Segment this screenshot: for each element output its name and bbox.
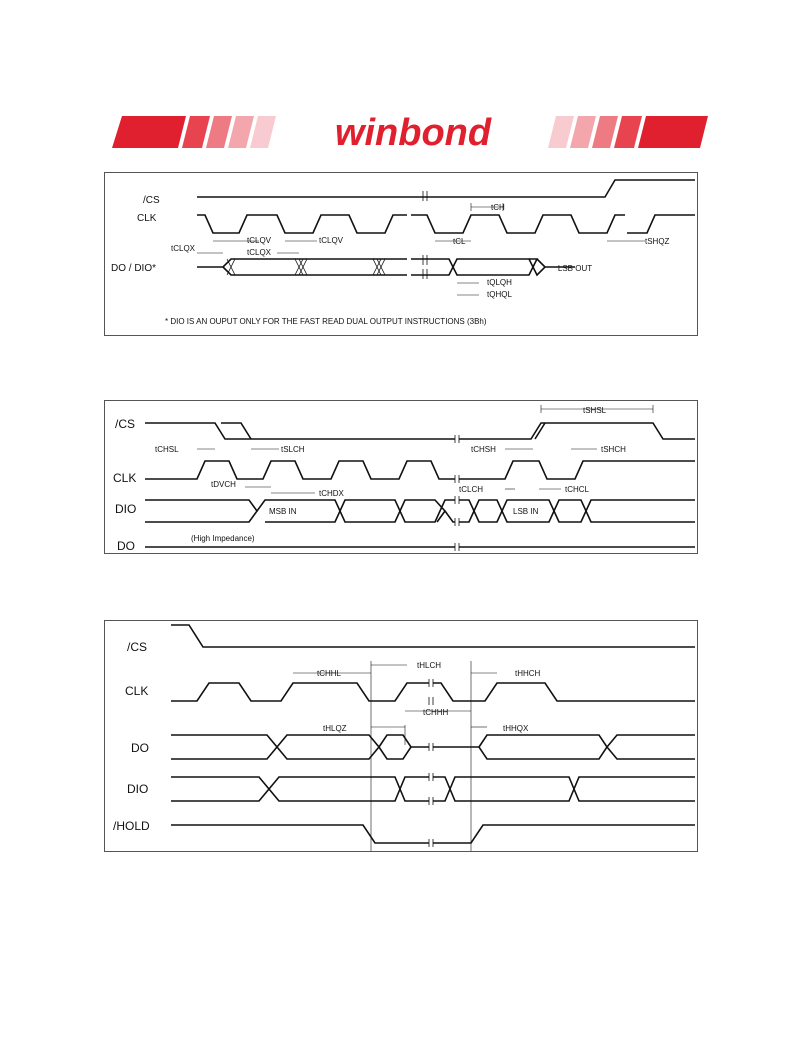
label-tchsh: tCHSH (471, 445, 496, 454)
signal-do: DO (131, 741, 149, 755)
signal-cs: /CS (143, 195, 160, 206)
signal-do: DO (117, 539, 135, 553)
label-tshsl: tSHSL (583, 406, 607, 415)
label-tclqx-a: tCLQX (171, 244, 196, 253)
do-waveform (145, 534, 695, 547)
signal-clk: CLK (137, 213, 157, 224)
msb-in-label: MSB IN (269, 507, 297, 516)
clk-waveform (197, 215, 695, 233)
timing-annotations (155, 405, 653, 498)
lsb-out-label: LSB OUT (557, 264, 593, 273)
timing-annotations (293, 661, 541, 851)
label-tshqz: tSHQZ (645, 237, 670, 246)
signal-clk: CLK (113, 471, 137, 485)
signal-dio: DIO (115, 502, 137, 516)
label-tshch: tSHCH (601, 445, 626, 454)
label-thhqx: tHHQX (503, 724, 529, 733)
footnote: * DIO IS AN OUPUT ONLY FOR THE FAST READ DUAL OUTPUT INSTRUCTIONS (3Bh) (165, 317, 487, 326)
winbond-logo (108, 112, 710, 152)
label-tclqx-b: tCLQX (247, 248, 272, 257)
signal-hold: /HOLD (113, 819, 150, 833)
clk-waveform (145, 461, 695, 479)
label-tslch: tSLCH (281, 445, 305, 454)
label-tchsl: tCHSL (155, 445, 179, 454)
signal-do-dio: DO / DIO* (111, 263, 157, 274)
label-tcl: tCL (453, 237, 466, 246)
signal-dio: DIO (127, 782, 149, 796)
label-tqlqh: tQLQH (487, 278, 512, 287)
label-tdvch: tDVCH (211, 480, 236, 489)
label-tchcl: tCHCL (565, 485, 590, 494)
label-tclch: tCLCH (459, 485, 484, 494)
high-impedance-label: (High Impedance) (191, 534, 255, 543)
signal-cs: /CS (127, 640, 148, 654)
label-thlch: tHLCH (417, 661, 442, 670)
lsb-in-label: LSB IN (513, 507, 539, 516)
label-thhch: tHHCH (515, 669, 541, 678)
label-thlqz: tHLQZ (323, 724, 347, 733)
label-tclqv-a: tCLQV (247, 236, 272, 245)
dio-waveform (145, 500, 695, 522)
input-timing-diagram (104, 400, 698, 554)
winbond-wordmark: winbond (334, 112, 492, 152)
label-tch: tCH (491, 203, 505, 212)
winbond-logo-graphic (108, 112, 710, 152)
signal-cs: /CS (115, 417, 136, 431)
do-waveform (197, 191, 592, 279)
output-timing-diagram (104, 172, 698, 336)
cs-waveform (171, 625, 695, 647)
cs-waveform (145, 423, 695, 439)
label-tchhh: tCHHH (423, 708, 449, 717)
label-tchdx: tCHDX (319, 489, 344, 498)
hold-timing-diagram (104, 620, 698, 852)
label-tchhl: tCHHL (317, 669, 342, 678)
signal-clk: CLK (125, 684, 149, 698)
label-tclqv-b: tCLQV (319, 236, 344, 245)
label-tqhql: tQHQL (487, 290, 512, 299)
cs-waveform (197, 180, 695, 197)
